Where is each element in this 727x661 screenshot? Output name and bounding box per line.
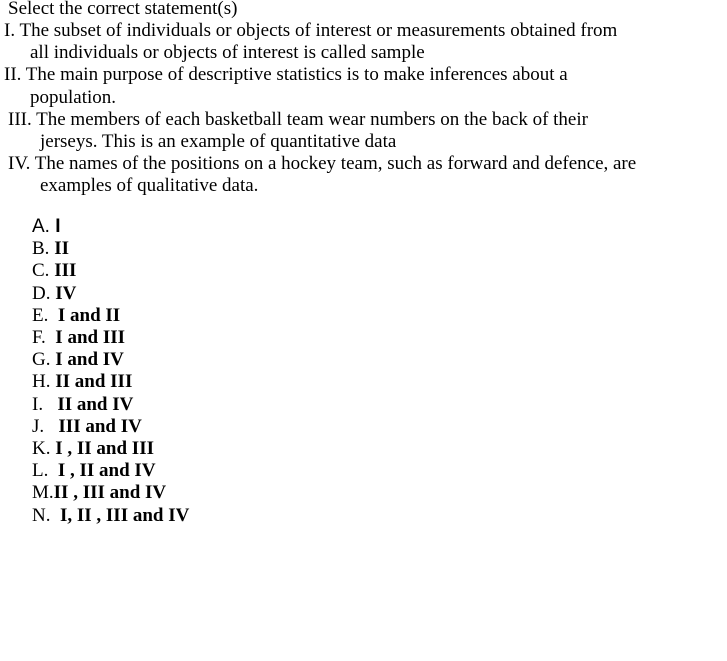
option-letter: M. <box>32 482 54 504</box>
option-letter: H. <box>32 371 56 393</box>
option-letter: J. <box>32 415 59 437</box>
option-letter: A. <box>32 216 56 237</box>
option-choice: I , II and III <box>55 438 154 460</box>
option-k[interactable] <box>32 438 332 460</box>
answer-options <box>32 216 332 527</box>
statement-iv-line1: IV. The names of the positions on a hockey team, such as forward and defence, are <box>8 153 637 175</box>
option-f[interactable] <box>32 327 332 349</box>
option-j[interactable] <box>32 416 332 438</box>
statement-iv <box>0 153 700 197</box>
option-d[interactable] <box>32 283 332 305</box>
option-a[interactable] <box>32 216 332 238</box>
statement-ii-line2: population. <box>30 86 117 108</box>
option-h[interactable] <box>32 371 332 393</box>
option-choice: III and IV <box>58 415 142 437</box>
option-letter: K. <box>32 438 56 460</box>
option-letter: L. <box>32 460 58 482</box>
option-letter: G. <box>32 349 56 371</box>
option-choice: I , II and IV <box>57 460 156 482</box>
option-choice: II and III <box>55 371 133 393</box>
option-choice: I <box>55 216 61 237</box>
option-letter: C. <box>32 260 55 282</box>
option-g[interactable] <box>32 349 332 371</box>
option-choice: I and III <box>55 327 126 349</box>
statement-iv-line2: examples of qualitative data. <box>40 175 259 197</box>
option-choice: IV <box>55 282 77 304</box>
statement-list <box>0 20 700 198</box>
statement-i-line1: I. The subset of individuals or objects of interest or measurements obtained from <box>4 20 618 41</box>
option-choice: II , III and IV <box>53 482 167 504</box>
option-letter: F. <box>32 327 56 349</box>
statement-ii-line1: II. The main purpose of descriptive statistics is to make inferences about a <box>4 64 568 86</box>
statement-iii-line1: III. The members of each basketball team wear numbers on the back of their <box>8 108 588 130</box>
statement-iii <box>0 109 700 153</box>
option-letter: B. <box>32 238 55 260</box>
statement-i-line2: all individuals or objects of interest is called sample <box>30 42 425 64</box>
option-choice: II and IV <box>57 393 134 415</box>
option-letter: E. <box>32 304 58 326</box>
option-n[interactable] <box>32 505 332 527</box>
option-e[interactable] <box>32 305 332 327</box>
question-prompt: Select the correct statement(s) <box>8 0 238 19</box>
option-choice: I and IV <box>55 349 124 371</box>
option-letter: D. <box>32 282 56 304</box>
option-choice: II <box>54 238 69 260</box>
option-choice: I and II <box>57 304 121 326</box>
statement-ii <box>0 64 700 108</box>
option-m[interactable] <box>32 482 332 504</box>
option-choice: III <box>54 260 77 282</box>
option-letter: I. <box>32 393 58 415</box>
option-b[interactable] <box>32 238 332 260</box>
statement-iii-line2: jerseys. This is an example of quantitative data <box>40 131 397 153</box>
option-choice: I, II , III and IV <box>59 504 190 526</box>
option-i[interactable] <box>32 394 332 416</box>
option-c[interactable] <box>32 260 332 282</box>
statement-i <box>0 20 700 64</box>
option-l[interactable] <box>32 460 332 482</box>
option-letter: N. <box>32 504 60 526</box>
